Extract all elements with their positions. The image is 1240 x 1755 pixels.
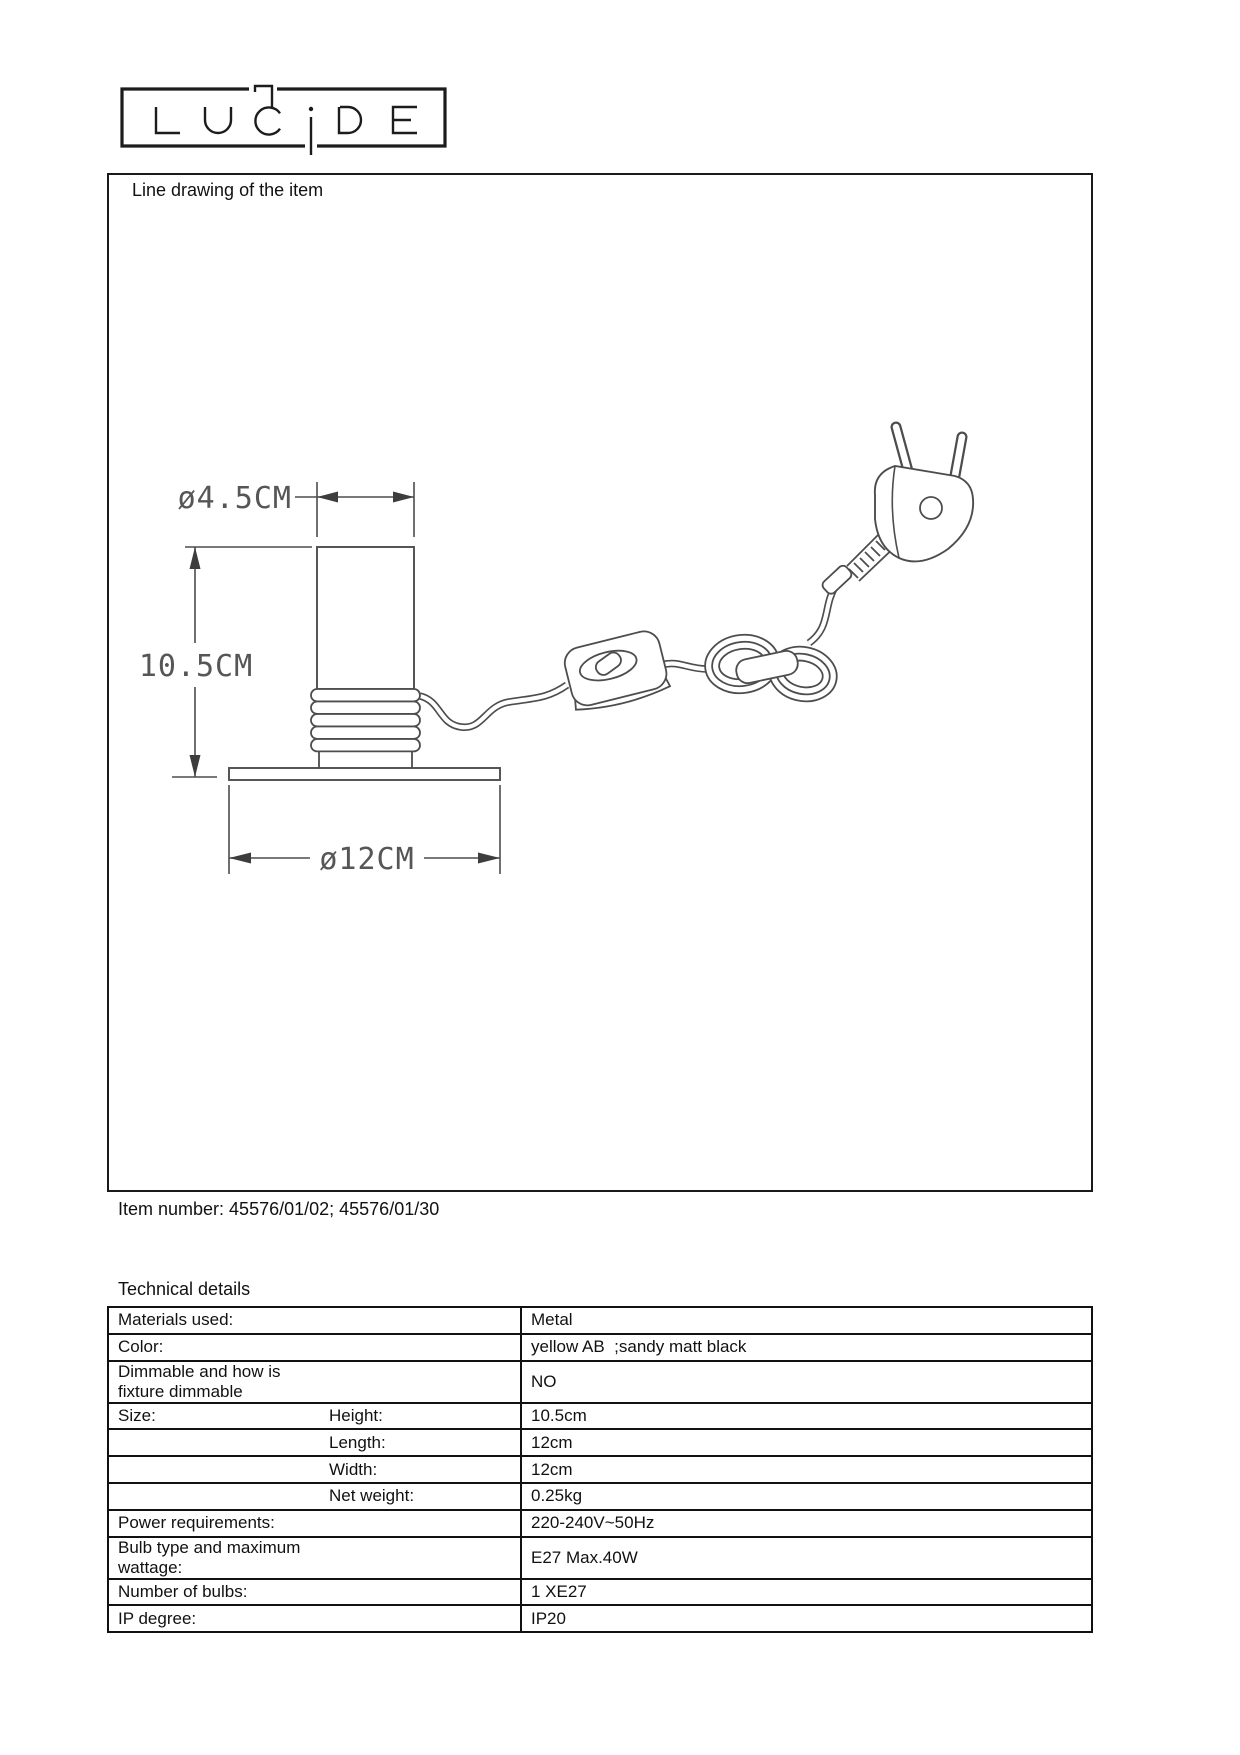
spec-label: Number of bulbs: — [118, 1581, 248, 1601]
spec-label: IP degree: — [118, 1608, 197, 1628]
spec-value-cell: 12cm — [521, 1456, 1092, 1483]
lucide-logo — [119, 80, 448, 158]
spec-label-cell — [108, 1403, 521, 1430]
dimension-diameter-base — [229, 785, 500, 877]
dimension-label-diameter-top: ø4.5CM — [177, 481, 292, 516]
spec-label: Materials used: — [118, 1310, 234, 1330]
table-row — [108, 1307, 1092, 1334]
spec-value-cell: yellow AB ;sandy matt black — [521, 1334, 1092, 1361]
lamp-line-drawing — [109, 175, 1090, 1189]
spec-label-cell — [108, 1579, 521, 1606]
spec-sublabel: Height: — [329, 1405, 383, 1425]
table-row — [108, 1456, 1092, 1483]
spec-sublabel: Net weight: — [329, 1486, 415, 1506]
table-row — [108, 1605, 1092, 1632]
table-row — [108, 1510, 1092, 1537]
table-row — [108, 1403, 1092, 1430]
spec-value-cell: IP20 — [521, 1605, 1092, 1632]
lamp-base-plate — [229, 768, 500, 780]
cord-bundle — [701, 630, 842, 707]
spec-value-cell: 12cm — [521, 1429, 1092, 1456]
spec-label-cell — [108, 1537, 521, 1579]
dimension-label-diameter-base: ø12CM — [319, 842, 415, 877]
lamp-base-drawing — [229, 547, 500, 780]
logo-brand-text — [0, 0, 1, 1]
spec-label: Power requirements: — [118, 1513, 275, 1533]
spec-label-cell — [108, 1483, 521, 1510]
technical-details-heading: Technical details — [118, 1279, 251, 1299]
spec-label: Size: — [118, 1405, 156, 1425]
logo-i-dot — [309, 107, 313, 111]
spec-label-cell — [108, 1456, 521, 1483]
spec-label-cell — [108, 1361, 521, 1403]
euro-plug-drawing — [821, 427, 974, 596]
dimension-height — [135, 547, 312, 777]
spec-value-cell: 0.25kg — [521, 1483, 1092, 1510]
spec-value-cell: E27 Max.40W — [521, 1537, 1092, 1579]
spec-label-cell — [108, 1510, 521, 1537]
spec-value-cell: 10.5cm — [521, 1403, 1092, 1430]
spec-label: Color: — [118, 1337, 164, 1357]
spec-label-cell — [108, 1429, 521, 1456]
table-row — [108, 1537, 1092, 1579]
technical-details-table — [107, 1306, 1093, 1633]
table-row — [108, 1429, 1092, 1456]
spec-label-cell — [108, 1307, 521, 1334]
item-number: Item number: 45576/01/02; 45576/01/30 — [118, 1199, 440, 1219]
spec-value-cell: Metal — [521, 1307, 1092, 1334]
dimension-diameter-top — [178, 481, 414, 537]
dimension-label-height: 10.5CM — [138, 649, 254, 684]
lamp-ribbed-rings — [311, 689, 420, 751]
spec-value-cell: 220-240V~50Hz — [521, 1510, 1092, 1537]
spec-value-cell: 1 XE27 — [521, 1579, 1092, 1606]
spec-label-cell — [108, 1605, 521, 1632]
spec-sublabel: Length: — [329, 1432, 386, 1452]
plug-screw-hole — [920, 497, 942, 519]
spec-sublabel: Width: — [329, 1459, 378, 1479]
table-row — [108, 1579, 1092, 1606]
logo-border — [122, 89, 445, 146]
spec-label: Dimmable and how is fixture dimmable — [118, 1361, 281, 1401]
table-row — [108, 1483, 1092, 1510]
lamp-cylinder — [317, 547, 414, 689]
table-row — [108, 1361, 1092, 1403]
line-drawing-panel — [107, 173, 1093, 1192]
spec-value-cell: NO — [521, 1361, 1092, 1403]
inline-switch-drawing — [561, 628, 671, 715]
table-row — [108, 1334, 1092, 1361]
spec-label-cell — [108, 1334, 521, 1361]
panel-title: Line drawing of the item — [132, 180, 324, 200]
plug-cord-collar — [821, 564, 854, 596]
spec-label: Bulb type and maximum wattage: — [118, 1537, 301, 1577]
